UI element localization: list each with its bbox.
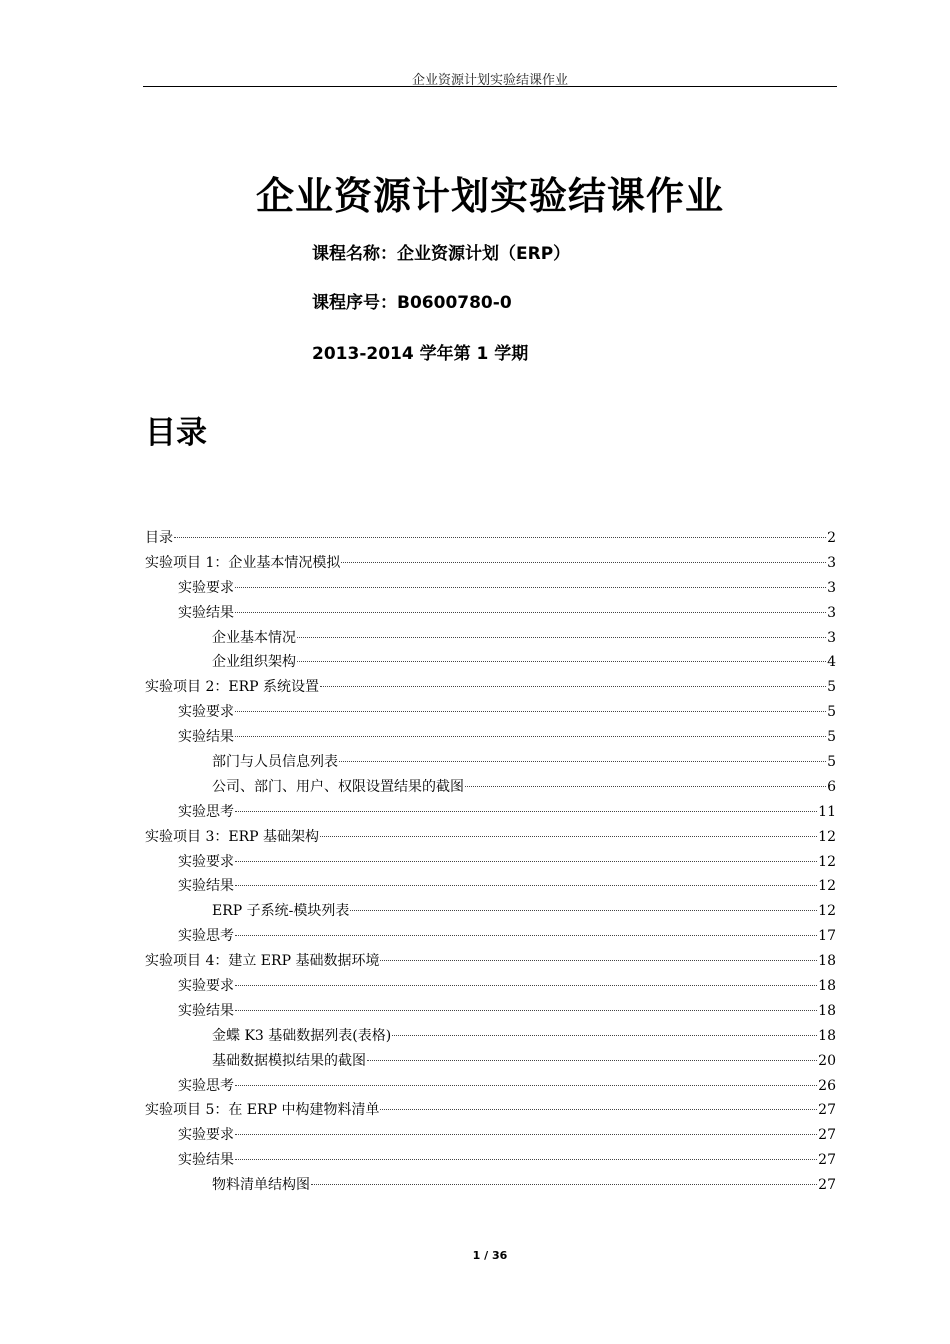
toc-entry-page: 27 (818, 1127, 836, 1144)
toc-dot-leader (350, 910, 817, 911)
toc-entry-page: 27 (818, 1177, 836, 1194)
toc-entry-label: 公司、部门、用户、权限设置结果的截图 (212, 778, 464, 795)
toc-heading: 目录 (145, 415, 207, 451)
toc-dot-leader (235, 736, 826, 737)
toc-entry[interactable] (145, 1049, 836, 1074)
toc-entry[interactable] (145, 750, 836, 775)
toc-entry-label: 实验项目 3：ERP 基础架构 (145, 828, 319, 845)
toc-dot-leader (235, 1010, 817, 1011)
toc-entry-label: ERP 子系统-模块列表 (212, 903, 350, 920)
toc-dot-leader (235, 711, 826, 712)
toc-entry[interactable] (145, 675, 836, 700)
toc-entry-page: 5 (827, 729, 836, 746)
toc-entry[interactable] (145, 650, 836, 675)
toc-entry[interactable] (145, 1148, 836, 1173)
toc-dot-leader (297, 637, 826, 638)
toc-entry-label: 实验结果 (178, 1152, 234, 1169)
toc-entry[interactable] (145, 1024, 836, 1049)
toc-entry[interactable] (145, 974, 836, 999)
toc-entry-label: 实验项目 5：在 ERP 中构建物料清单 (145, 1102, 380, 1119)
toc-entry-page: 3 (827, 629, 836, 646)
toc-entry[interactable] (145, 576, 836, 601)
toc-entry-label: 实验结果 (178, 604, 234, 621)
toc-dot-leader (235, 612, 826, 613)
toc-entry-page: 5 (827, 679, 836, 696)
toc-entry-label: 实验思考 (178, 928, 234, 945)
toc-dot-leader (367, 1060, 817, 1061)
header-divider (143, 86, 837, 87)
toc-entry-label: 目录 (145, 530, 173, 546)
toc-dot-leader (235, 885, 817, 886)
toc-entry[interactable] (145, 999, 836, 1024)
toc-dot-leader (235, 1085, 817, 1086)
page-indicator: 1 / 36 (472, 1249, 508, 1262)
toc-dot-leader (320, 836, 817, 837)
toc-dot-leader (320, 686, 826, 687)
toc-entry-page: 4 (827, 654, 836, 671)
toc-dot-leader (311, 1184, 817, 1185)
toc-entry-page: 3 (827, 604, 836, 621)
toc-entry-page: 6 (827, 778, 836, 795)
toc-entry-label: 物料清单结构图 (212, 1177, 310, 1194)
toc-entry-page: 18 (818, 1027, 836, 1044)
toc-dot-leader (235, 985, 817, 986)
toc-entry[interactable] (145, 800, 836, 825)
toc-entry-label: 企业组织架构 (212, 654, 296, 671)
toc-entry[interactable] (145, 825, 836, 850)
toc-entry-page: 12 (818, 903, 836, 920)
toc-entry-label: 实验项目 2：ERP 系统设置 (145, 679, 319, 696)
academic-term: 2013-2014 学年第 1 学期 (312, 344, 529, 364)
toc-entry[interactable] (145, 700, 836, 725)
toc-entry[interactable] (145, 526, 836, 551)
toc-entry-page: 27 (818, 1102, 836, 1119)
toc-entry-page: 12 (818, 828, 836, 845)
toc-entry[interactable] (145, 626, 836, 651)
toc-entry-label: 金蝶 K3 基础数据列表(表格) (212, 1027, 392, 1044)
table-of-contents (145, 526, 836, 1198)
toc-entry-page: 2 (827, 530, 836, 546)
toc-entry-page: 18 (818, 978, 836, 995)
toc-entry-label: 实验结果 (178, 729, 234, 746)
toc-dot-leader (174, 537, 826, 538)
toc-entry[interactable] (145, 775, 836, 800)
toc-entry-label: 实验要求 (178, 1127, 234, 1144)
toc-entry-page: 20 (818, 1052, 836, 1069)
toc-entry[interactable] (145, 725, 836, 750)
toc-dot-leader (235, 1159, 817, 1160)
toc-dot-leader (235, 1134, 817, 1135)
toc-dot-leader (392, 1035, 817, 1036)
toc-entry-label: 部门与人员信息列表 (212, 754, 338, 771)
toc-entry-label: 实验结果 (178, 1002, 234, 1019)
toc-entry[interactable] (145, 551, 836, 576)
toc-entry-page: 3 (827, 579, 836, 596)
toc-dot-leader (235, 935, 817, 936)
toc-entry[interactable] (145, 1074, 836, 1099)
toc-dot-leader (339, 761, 826, 762)
toc-entry[interactable] (145, 1123, 836, 1148)
toc-entry-label: 实验要求 (178, 704, 234, 721)
toc-entry-label: 实验要求 (178, 579, 234, 596)
toc-entry-page: 11 (818, 803, 836, 820)
toc-dot-leader (235, 861, 817, 862)
toc-entry-label: 实验要求 (178, 978, 234, 995)
toc-entry-label: 实验结果 (178, 878, 234, 895)
toc-entry-page: 5 (827, 754, 836, 771)
toc-entry-label: 实验项目 1：企业基本情况模拟 (145, 554, 341, 571)
toc-entry-page: 27 (818, 1152, 836, 1169)
toc-entry-label: 实验思考 (178, 1077, 234, 1094)
toc-entry-page: 18 (818, 953, 836, 970)
toc-entry-page: 12 (818, 878, 836, 895)
toc-entry-label: 实验要求 (178, 853, 234, 870)
toc-entry-page: 5 (827, 704, 836, 721)
toc-entry[interactable] (145, 1173, 836, 1198)
toc-dot-leader (465, 786, 826, 787)
toc-dot-leader (380, 1109, 817, 1110)
toc-dot-leader (297, 661, 826, 662)
document-title: 企业资源计划实验结课作业 (255, 174, 724, 218)
toc-entry-label: 实验思考 (178, 803, 234, 820)
toc-entry[interactable] (145, 949, 836, 974)
course-name: 课程名称：企业资源计划（ERP） (312, 244, 571, 264)
course-code: 课程序号：B0600780-0 (312, 293, 512, 313)
toc-entry[interactable] (145, 1098, 836, 1123)
toc-entry-label: 基础数据模拟结果的截图 (212, 1052, 366, 1069)
toc-dot-leader (380, 960, 817, 961)
toc-entry-page: 17 (818, 928, 836, 945)
toc-entry[interactable] (145, 850, 836, 875)
toc-dot-leader (235, 811, 817, 812)
toc-entry-label: 企业基本情况 (212, 629, 296, 646)
toc-entry-label: 实验项目 4：建立 ERP 基础数据环境 (145, 953, 380, 970)
toc-entry[interactable] (145, 874, 836, 899)
running-header: 企业资源计划实验结课作业 (411, 73, 568, 88)
toc-entry-page: 3 (827, 554, 836, 571)
toc-entry[interactable] (145, 899, 836, 924)
toc-entry[interactable] (145, 601, 836, 626)
toc-entry-page: 18 (818, 1002, 836, 1019)
toc-entry-page: 26 (818, 1077, 836, 1094)
toc-entry[interactable] (145, 924, 836, 949)
toc-entry-page: 12 (818, 853, 836, 870)
toc-dot-leader (341, 562, 826, 563)
toc-dot-leader (235, 587, 826, 588)
